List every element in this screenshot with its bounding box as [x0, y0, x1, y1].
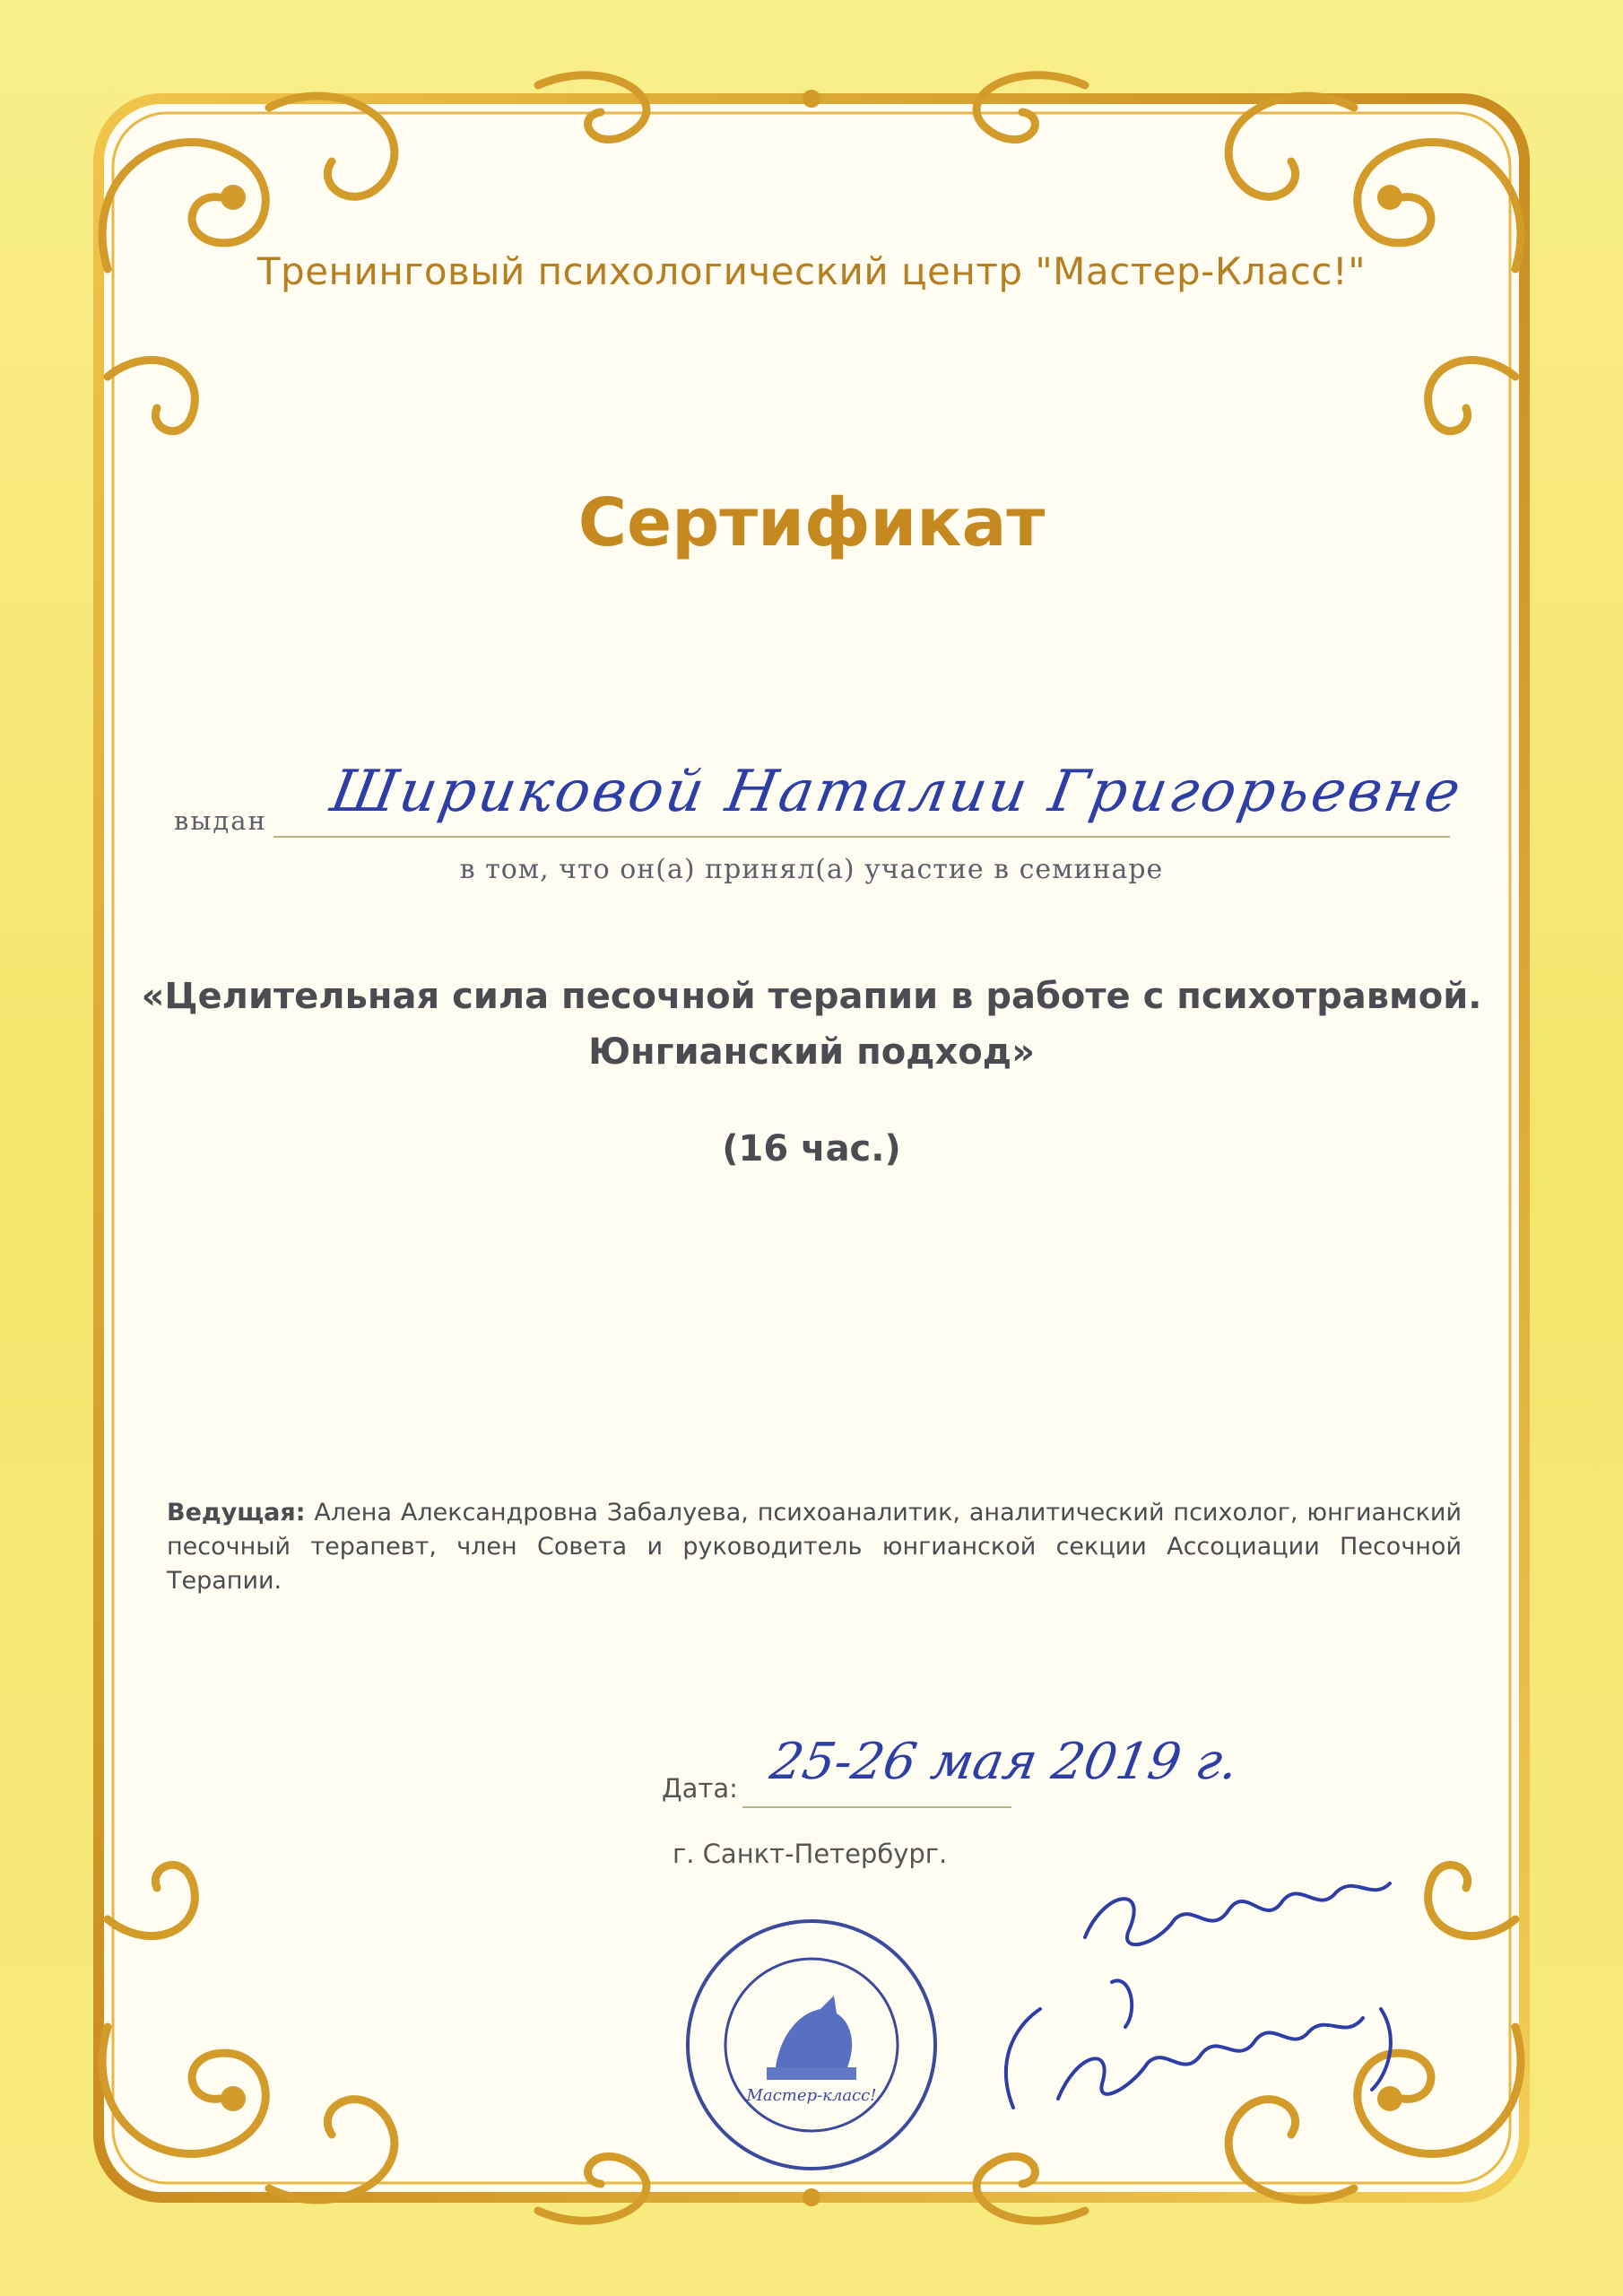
svg-text:Мастер-класс!: Мастер-класс! [746, 2086, 877, 2105]
recipient-name: Шириковой Наталии Григорьевне [325, 759, 1468, 825]
date-underline [742, 1806, 1011, 1808]
recipient-underline [273, 836, 1450, 838]
seminar-title-line2: Юнгианский подход» [588, 1031, 1035, 1073]
city: г. Санкт-Петербург. [673, 1839, 948, 1869]
date-value: 25-26 мая 2019 г. [766, 1733, 1244, 1791]
seminar-title-line1: «Целительная сила песочной терапии в работе с психотравмой. [141, 976, 1482, 1017]
issued-label: выдан [174, 805, 267, 836]
certificate-title: Сертификат [577, 484, 1046, 561]
participation-statement: в том, что он(а) принял(а) участие в семинаре [459, 854, 1164, 885]
lead-description [167, 1496, 1462, 1598]
seminar-hours: (16 час.) [722, 1128, 901, 1170]
seminar-title [0, 969, 1623, 1080]
date-label: Дата: [662, 1773, 738, 1804]
organization-name: Тренинговый психологический центр "Мастер-Класс!" [256, 249, 1367, 293]
lead-text: Алена Александровна Забалуева, психоаналитик, аналитический психолог, юнгианский песочный терапевт, член Совета и руководитель юнгианской секции Ассоциации Песочной Терапии. [167, 1499, 1462, 1595]
organization-stamp [677, 1910, 946, 2179]
signature [959, 1830, 1462, 2170]
lead-label: Ведущая: [167, 1499, 306, 1526]
